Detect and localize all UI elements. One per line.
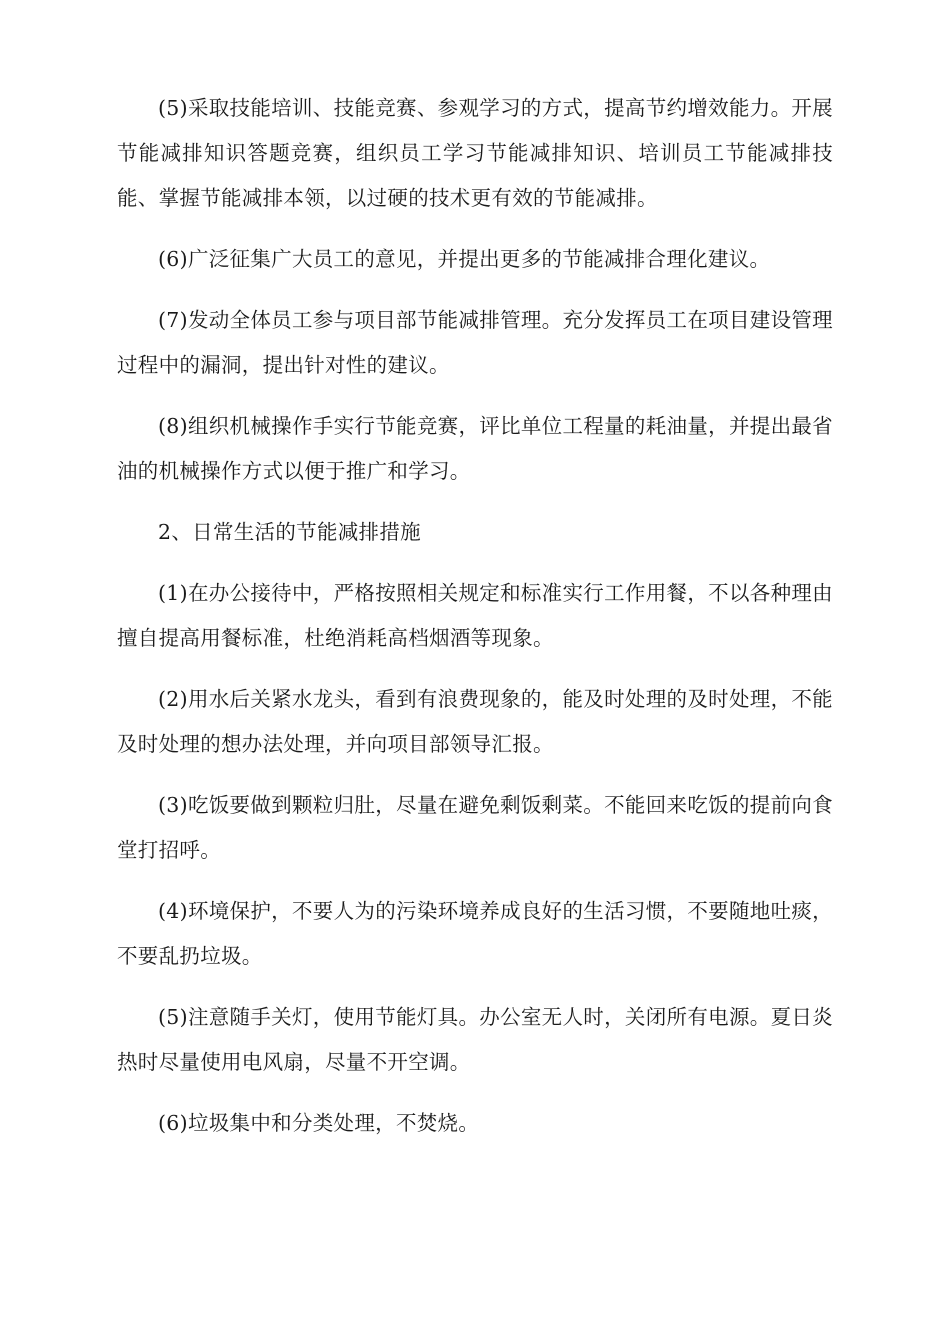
paragraph-4-environment: (4)环境保护，不要人为的污染环境养成良好的生活习惯，不要随地吐痰，不要乱扔垃圾。 (117, 899, 833, 968)
paragraph-1-reception-meals: (1)在办公接待中，严格按照相关规定和标准实行工作用餐，不以各种理由擅自提高用餐标准，杜绝消耗高档烟酒等现象。 (117, 581, 833, 650)
paragraph-5-lights-power: (5)注意随手关灯，使用节能灯具。办公室无人时，关闭所有电源。夏日炎热时尽量使用电风扇，尽量不开空调。 (117, 1005, 833, 1074)
paragraph-8-energy-competition: (8)组织机械操作手实行节能竞赛，评比单位工程量的耗油量，并提出最省油的机械操作方式以便于推广和学习。 (117, 414, 833, 483)
paragraph-3-food-waste: (3)吃饭要做到颗粒归肚，尽量在避免剩饭剩菜。不能回来吃饭的提前向食堂打招呼。 (117, 793, 833, 862)
paragraph-2-water-taps: (2)用水后关紧水龙头，看到有浪费现象的，能及时处理的及时处理，不能及时处理的想办法处理，并向项目部领导汇报。 (117, 687, 833, 756)
document-body (117, 86, 833, 1162)
paragraph-6-collect-opinions: (6)广泛征集广大员工的意见，并提出更多的节能减排合理化建议。 (158, 247, 771, 271)
paragraph-5-skills-training: (5)采取技能培训、技能竞赛、参观学习的方式，提高节约增效能力。开展节能减排知识答题竞赛，组织员工学习节能减排知识、培训员工节能减排技能、掌握节能减排本领，以过硬的技术更有效的节能减排。 (117, 96, 833, 210)
paragraph-7-staff-participation: (7)发动全体员工参与项目部节能减排管理。充分发挥员工在项目建设管理过程中的漏洞，提出针对性的建议。 (117, 308, 833, 377)
section-heading-daily-life: 2、日常生活的节能减排措施 (158, 520, 421, 544)
paragraph-6-garbage-sorting: (6)垃圾集中和分类处理，不焚烧。 (158, 1111, 480, 1135)
